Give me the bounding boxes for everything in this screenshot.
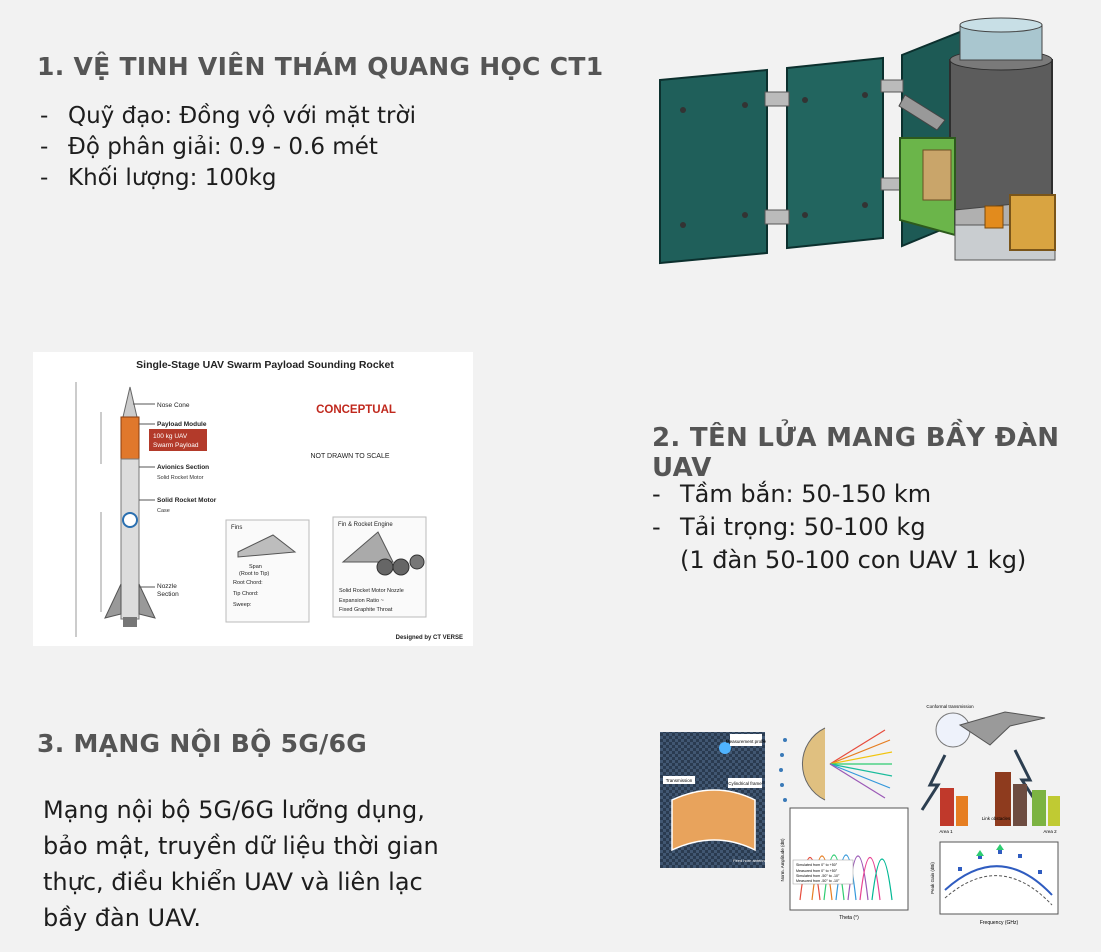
paragraph-line: bảo mật, truyền dữ liệu thời gian: [43, 832, 439, 860]
section3-paragraph: [43, 792, 439, 936]
svg-text:Area 1: Area 1: [939, 829, 953, 834]
svg-text:Case: Case: [157, 508, 170, 514]
list-item: - Độ phân giải: 0.9 - 0.6 mét: [40, 132, 416, 163]
satellite-illustration: [655, 10, 1080, 270]
svg-text:Conformal transmission: Conformal transmission: [926, 704, 974, 709]
list-item: - Tải trọng: 50-100 kg: [652, 511, 1026, 544]
svg-text:Theta (°): Theta (°): [839, 915, 859, 921]
orbit-spec: Quỹ đạo: Đồng vộ với mặt trời: [68, 103, 416, 129]
svg-text:Area 2: Area 2: [1043, 829, 1057, 834]
list-item: - Quỹ đạo: Đồng vộ với mặt trời: [40, 101, 416, 132]
swarm-note: (1 đàn 50-100 con UAV 1 kg): [680, 546, 1027, 574]
network-figure: [660, 700, 1080, 932]
svg-text:Fin & Rocket Engine: Fin & Rocket Engine: [338, 522, 393, 528]
svg-text:Fins: Fins: [231, 525, 243, 531]
section1-title: 1. VỆ TINH VIÊN THÁM QUANG HỌC CT1: [37, 52, 604, 81]
svg-text:Measured from -50° to -10°: Measured from -50° to -10°: [796, 879, 840, 883]
svg-text:Tip Chord:: Tip Chord:: [233, 591, 259, 597]
svg-text:Simulated from 0° to +50°: Simulated from 0° to +50°: [796, 863, 838, 867]
svg-text:Root Chord:: Root Chord:: [233, 580, 263, 586]
svg-text:Solid Rocket Motor: Solid Rocket Motor: [157, 475, 204, 481]
svg-text:NOT DRAWN TO SCALE: NOT DRAWN TO SCALE: [310, 453, 390, 460]
svg-text:Swarm Payload: Swarm Payload: [153, 442, 199, 449]
mass-spec: Khối lượng: 100kg: [68, 165, 277, 191]
section2-title: 2. TÊN LỬA MANG BẦY ĐÀN UAV: [652, 423, 1060, 483]
section2-list: [652, 478, 1026, 577]
payload-spec: Tải trọng: 50-100 kg: [680, 513, 926, 541]
svg-text:Sweep:: Sweep:: [233, 602, 252, 608]
svg-text:Cylindrical frame: Cylindrical frame: [728, 781, 762, 786]
svg-text:Solid Rocket Motor Nozzle: Solid Rocket Motor Nozzle: [339, 588, 404, 594]
svg-text:Avionics Section: Avionics Section: [157, 464, 210, 471]
svg-text:Span: Span: [249, 564, 262, 570]
list-item: - Tầm bắn: 50-150 km: [652, 478, 1026, 511]
rocket-diagram-title: Single-Stage UAV Swarm Payload Sounding Rocket: [136, 359, 394, 371]
svg-text:Payload Module: Payload Module: [157, 421, 207, 428]
svg-text:Transmission: Transmission: [665, 778, 693, 783]
rocket-diagram: [33, 352, 473, 646]
svg-text:Designed by CT VERSE: Designed by CT VERSE: [395, 635, 463, 641]
paragraph-line: bầy đàn UAV.: [43, 904, 201, 932]
section3-title: 3. MẠNG NỘI BỘ 5G/6G: [37, 729, 368, 758]
paragraph-line: Mạng nội bộ 5G/6G lưỡng dụng,: [43, 796, 425, 824]
resolution-spec: Độ phân giải: 0.9 - 0.6 mét: [68, 134, 378, 160]
svg-text:(Root to Tip): (Root to Tip): [239, 571, 270, 577]
svg-text:Peak Gain (dBi): Peak Gain (dBi): [930, 862, 935, 894]
list-item: - Khối lượng: 100kg: [40, 163, 416, 194]
svg-text:Feed horn antenna: Feed horn antenna: [733, 858, 767, 863]
svg-text:Section: Section: [157, 591, 179, 598]
svg-text:CONCEPTUAL: CONCEPTUAL: [316, 404, 396, 416]
svg-text:100 kg UAV: 100 kg UAV: [153, 433, 188, 440]
svg-text:Simulated from -50° to -10°: Simulated from -50° to -10°: [796, 874, 840, 878]
svg-text:Frequency (GHz): Frequency (GHz): [979, 920, 1019, 926]
paragraph-line: thực, điều khiển UAV và liên lạc: [43, 868, 423, 896]
svg-text:Measured from 0° to +50°: Measured from 0° to +50°: [796, 869, 838, 873]
svg-text:Measurement probe: Measurement probe: [725, 739, 767, 744]
svg-text:Expansion Ratio ~: Expansion Ratio ~: [339, 598, 384, 604]
svg-text:Fixed Graphite Throat: Fixed Graphite Throat: [339, 607, 393, 613]
svg-text:Nozzle: Nozzle: [157, 583, 177, 590]
section1-list: [40, 101, 416, 194]
svg-text:Norm. Amplitude (dB): Norm. Amplitude (dB): [780, 838, 785, 882]
svg-text:Nose Cone: Nose Cone: [157, 402, 190, 409]
list-item: [652, 544, 1026, 577]
range-spec: Tầm bắn: 50-150 km: [680, 480, 932, 508]
svg-text:Solid Rocket Motor: Solid Rocket Motor: [157, 497, 217, 504]
svg-text:Link obstacles: Link obstacles: [981, 816, 1011, 821]
